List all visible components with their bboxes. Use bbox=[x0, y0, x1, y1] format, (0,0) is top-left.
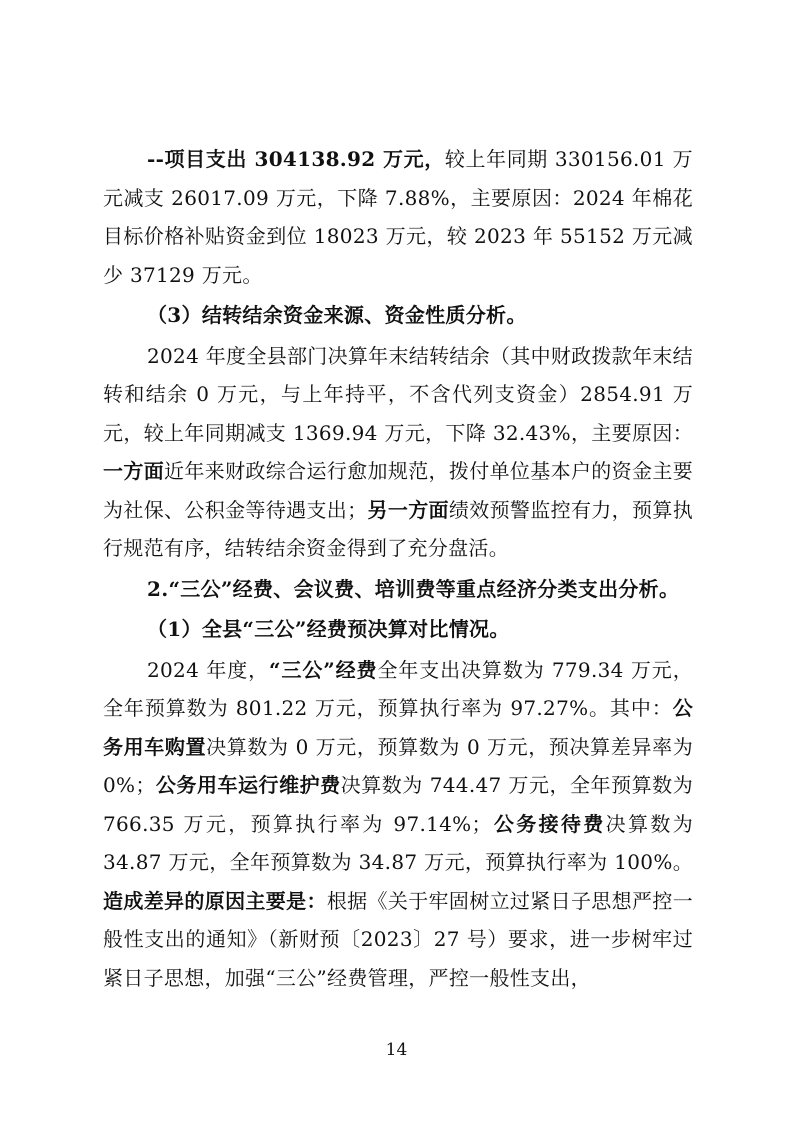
paragraph-project-expenditure bbox=[103, 140, 693, 294]
text-run: 全年支出决算数为 779.34 万元，全年预算数为 801.22 万元，预算执行率为 97.27%。其中： bbox=[103, 657, 693, 720]
heading-carryover-analysis bbox=[103, 296, 693, 335]
text-run: 决算数为 0 万元，预算数为 0 万元，预决算差异率为 0%； bbox=[103, 734, 693, 797]
text-run: 2024 年度全县部门决算年末结转结余（其中财政拨款年末结转和结余 0 万元，与上年持平，不含代列支资金）2854.91 万元，较上年同期减支 1369.94 万元，下降 32.43%，主要原因： bbox=[103, 343, 693, 445]
document-body bbox=[103, 140, 693, 999]
text-run: “三公”经费 bbox=[269, 657, 378, 682]
text-run: （1）全县“三公”经费预决算对比情况。 bbox=[147, 617, 510, 641]
text-run: --项目支出 304138.92 万元， bbox=[147, 147, 445, 171]
text-run: 近年来财政综合运行愈加规范，拨付单位基本户的资金主要为社保、公积金等待遇支出； bbox=[103, 459, 693, 522]
text-run: 造成差异的原因主要是： bbox=[103, 888, 327, 913]
text-run: 决算数为 34.87 万元，全年预算数为 34.87 万元，预算执行率为 100%。 bbox=[103, 811, 694, 874]
text-run: 2.“三公”经费、会议费、培训费等重点经济分类支出分析。 bbox=[147, 576, 680, 601]
text-run: 根据《关于牢固树立过紧日子思想严控一般性支出的通知》（新财预〔2023〕27 号）要求，进一步树牢过紧日子思想，加强“三公”经费管理，严控一般性支出， bbox=[103, 888, 693, 990]
text-run: 公务用车购置 bbox=[103, 696, 693, 759]
heading-key-expenditure-analysis bbox=[103, 570, 693, 609]
text-run: 2024 年度， bbox=[147, 657, 270, 682]
text-run: 较上年同期 330156.01 万元减支 26017.09 万元，下降 7.88%，主要原因：2024 年棉花目标价格补贴资金到位 18023 万元，较 2023 年 55152 万元减少 37129 万元。 bbox=[103, 147, 693, 287]
text-run: 一方面 bbox=[103, 459, 165, 483]
paragraph-carryover bbox=[103, 337, 693, 568]
text-run: 公务用车运行维护费 bbox=[155, 773, 341, 797]
text-run: 公务接待费 bbox=[491, 811, 606, 836]
text-run: 绩效预警监控有力，预算执行规范有序，结转结余资金得到了充分盘活。 bbox=[103, 497, 693, 560]
paragraph-three-public-expenses bbox=[103, 651, 693, 998]
page-number: 14 bbox=[385, 1040, 408, 1060]
text-run: （3）结转结余资金来源、资金性质分析。 bbox=[147, 303, 527, 327]
text-run: 另一方面 bbox=[367, 497, 449, 522]
text-run: 决算数为 744.47 万元，全年预算数为 766.35 万元，预算执行率为 97.14%； bbox=[103, 773, 693, 836]
heading-three-public-comparison bbox=[103, 610, 693, 649]
